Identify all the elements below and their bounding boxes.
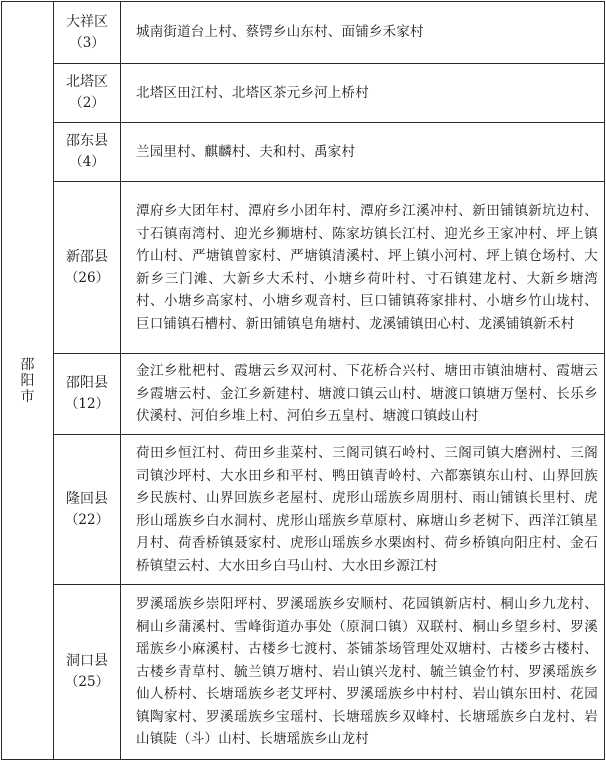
county-cell <box>54 435 121 585</box>
village-count: （4） <box>69 154 105 170</box>
village-count: （26） <box>64 269 110 286</box>
county-name: 大祥区 <box>66 13 108 30</box>
village-list: 兰园里村、麒麟村、夫和村、禹家村 <box>121 123 605 182</box>
county-name: 邵阳县 <box>66 375 108 391</box>
village-list: 金江乡枇杷村、霞塘云乡双河村、下花桥合兴村、塘田市镇油塘村、霞塘云乡霞塘云村、金江乡新建村、塘渡口镇云山村、塘渡口镇塘万堡村、长乐乡伏溪村、河伯乡堆上村、河伯乡五皇村、塘渡口镇歧山村 <box>121 354 605 435</box>
village-count: （2） <box>69 95 105 111</box>
county-name: 邵东县 <box>66 133 108 149</box>
village-list: 潭府乡大团年村、潭府乡小团年村、潭府乡江溪冲村、新田铺镇新坑边村、寸石镇南湾村、迎光乡狮塘村、陈家坊镇长江村、迎光乡王家冲村、坪上镇竹山村、严塘镇曾家村、严塘镇清溪村、坪上镇小河村、坪上镇仓场村、大新乡三门滩、大新乡大禾村、小塘乡荷叶村、寸石镇建龙村、大新乡塘湾村、小塘乡高家村、小塘乡观音村、巨口铺镇蒋家排村、小塘乡竹山垅村、巨口铺镇石槽村、新田铺镇皂角塘村、龙溪铺镇田心村、龙溪铺镇新禾村 <box>121 182 605 354</box>
table-row <box>2 123 605 182</box>
table-row <box>2 354 605 435</box>
village-count: （3） <box>69 34 105 51</box>
village-count: （12） <box>64 396 110 412</box>
county-cell <box>54 64 121 123</box>
village-list-table <box>1 1 605 760</box>
city-name: 邵阳市 <box>20 356 35 405</box>
city-cell <box>2 2 54 760</box>
village-list: 北塔区田江村、北塔区茶元乡河上桥村 <box>121 64 605 123</box>
county-cell <box>54 585 121 760</box>
county-cell <box>54 123 121 182</box>
county-name: 洞口县 <box>66 653 108 669</box>
county-name: 北塔区 <box>66 74 108 90</box>
table-row <box>2 435 605 585</box>
village-list: 罗溪瑶族乡崇阳坪村、罗溪瑶族乡安顺村、花园镇新店村、桐山乡九龙村、桐山乡蒲溪村、雪峰街道办事处（原洞口镇）双联村、桐山乡望乡村、罗溪瑶族乡小麻溪村、古楼乡七渡村、茶铺茶场管理处双塘村、古楼乡古楼村、古楼乡青草村、毓兰镇万塘村、岩山镇兴龙村、毓兰镇金竹村、罗溪瑶族乡仙人桥村、长塘瑶族乡老艾坪村、罗溪瑶族乡中村村、岩山镇东田村、花园镇陶家村、罗溪瑶族乡宝瑶村、长塘瑶族乡双峰村、长塘瑶族乡白龙村、岩山镇陡（斗）山村、长塘瑶族乡山龙村 <box>121 585 605 760</box>
table-row <box>2 2 605 64</box>
county-cell <box>54 182 121 354</box>
table-row <box>2 64 605 123</box>
village-count: （25） <box>64 674 110 690</box>
county-cell <box>54 354 121 435</box>
county-cell <box>54 2 121 64</box>
village-count: （22） <box>64 511 110 528</box>
village-list: 城南街道台上村、蔡锷乡山东村、面铺乡禾家村 <box>121 2 605 64</box>
county-name: 隆回县 <box>66 490 108 507</box>
table-row <box>2 182 605 354</box>
table-row <box>2 585 605 760</box>
village-list: 荷田乡恒江村、荷田乡韭菜村、三阁司镇石岭村、三阁司镇大磨洲村、三阁司镇沙坪村、大水田乡和平村、鸭田镇青岭村、六都寨镇东山村、山界回族乡民族村、山界回族乡老屋村、虎形山瑶族乡周朋村、雨山铺镇长里村、虎形山瑶族乡白水洞村、虎形山瑶族乡草原村、麻塘山乡老树下、西洋江镇星月村、荷香桥镇聂家村、虎形山瑶族乡水栗凼村、荷乡桥镇向阳庄村、金石桥镇望云村、大水田乡白马山村、大水田乡源江村 <box>121 435 605 585</box>
county-name: 新邵县 <box>66 248 108 265</box>
